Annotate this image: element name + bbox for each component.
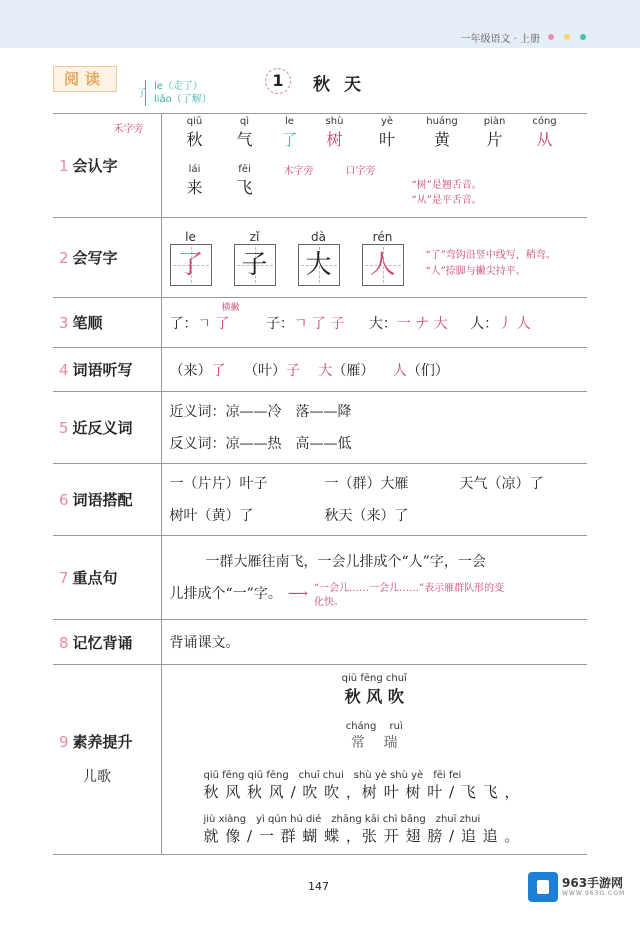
- lesson-table: [53, 113, 587, 855]
- poem-line-2: 就 像 / 一 群 蝴 蝶 ，张 开 翅 膀 / 追 追 。: [203, 827, 521, 845]
- row-label: 重点句: [72, 569, 118, 587]
- row-label: 笔顺: [72, 314, 103, 332]
- watermark-logo-icon: [528, 872, 558, 902]
- page-header-band: [0, 0, 640, 48]
- poem-line-1: 秋 风 秋 风 / 吹 吹 ，树 叶 树 叶 / 飞 飞 ，: [203, 783, 521, 801]
- row-literacy: 9 素养提升 儿歌 qiū fēng chuī 秋 风 吹 cháng ruì 常 瑞 qiū fēng qiū fēng chuī chui shù yè shù yè fēi fei 秋 风 秋 风 / 吹 吹 ，树 叶 树 叶 / 飞 飞 ， jiù xiàng yì qún hú dié zhāng kāi chì bǎng zhuī zhui 就 像 / 一 群 蝴 蝶 ，张 开 翅 膀 / 追 追 。: [53, 665, 587, 855]
- poem-author: 常 瑞: [351, 735, 398, 751]
- le-pronunciation-note: 了 le（走了） liǎo（了解）: [137, 81, 212, 105]
- page-number: 147: [308, 880, 329, 893]
- watermark: 963手游网 WWW.963G.COM: [528, 872, 625, 902]
- book-title: 一年级语文 · 上册: [460, 34, 540, 45]
- row-write-chars: 2 会写字 le 了 zǐ 子 dà 大 rén 人 “了”弯钩沿竖中线写，稍弯。 “人”捺脚与撇尖持平。: [53, 218, 587, 298]
- row-label: 会认字: [72, 157, 118, 175]
- writing-grid: 大: [298, 244, 340, 286]
- row-dictation: 4 词语听写 （来）了 （叶）子 大（雁） 人（们）: [53, 348, 587, 392]
- row-label: 近反义词: [72, 419, 133, 437]
- poem-title: 秋 风 吹: [344, 687, 404, 706]
- writing-grid: 人: [362, 244, 404, 286]
- row-synonyms-antonyms: 5 近反义词 近义词：凉——冷 落——降 反义词：凉——热 高——低: [53, 392, 587, 464]
- row-label: 素养提升: [72, 733, 133, 751]
- dot-teal: [580, 34, 586, 40]
- row-recognize-chars: 1 会认字 禾字旁 qiū 秋 qì 气 le 了 shù 树 yè 叶 huáng 黄 piàn 片 cóng 从 木字旁 口字旁 lái 来 fēi 飞 “树”是翘舌音。 “从”是平舌音。: [53, 114, 587, 218]
- char-list-2: lái 来 fēi 飞: [186, 163, 253, 197]
- char-list-1: qiū 秋 qì 气 le 了 shù 树 yè 叶 huáng 黄 piàn 片 cóng 从: [186, 115, 557, 149]
- row-word-collocation: 6 词语搭配 一（片片）叶子 一（群）大雁 天气（凉）了 树叶（黄）了 秋天（来）了: [53, 464, 587, 536]
- lesson-title: 秋天: [313, 75, 375, 95]
- row-label: 词语搭配: [72, 491, 133, 509]
- row-label: 记忆背诵: [72, 633, 133, 652]
- lesson-number: 1: [265, 68, 291, 94]
- row-memorize: 8 记忆背诵 背诵课文。: [53, 620, 587, 665]
- decorative-dots: [548, 34, 586, 40]
- dot-pink: [548, 34, 554, 40]
- row-label: 词语听写: [72, 361, 133, 379]
- section-tag: 阅读: [53, 66, 117, 92]
- writing-grid: 了: [170, 244, 212, 286]
- dot-yellow: [564, 34, 570, 40]
- row-stroke-order: 3 笔顺 横撇 了：ㄱ 了 子：ㄱ 了 子 大：一 ナ 大 人：丿 人: [53, 298, 587, 348]
- row-key-sentence: 7 重点句 一群大雁往南飞，一会儿排成个“人”字，一会 儿排成个“一”字。 ⟶ “一会儿……一会儿……”表示雁群队形的变化快。: [53, 536, 587, 620]
- sub-label: 儿歌: [83, 769, 111, 785]
- writing-grid: 子: [234, 244, 276, 286]
- row-label: 会写字: [72, 249, 118, 267]
